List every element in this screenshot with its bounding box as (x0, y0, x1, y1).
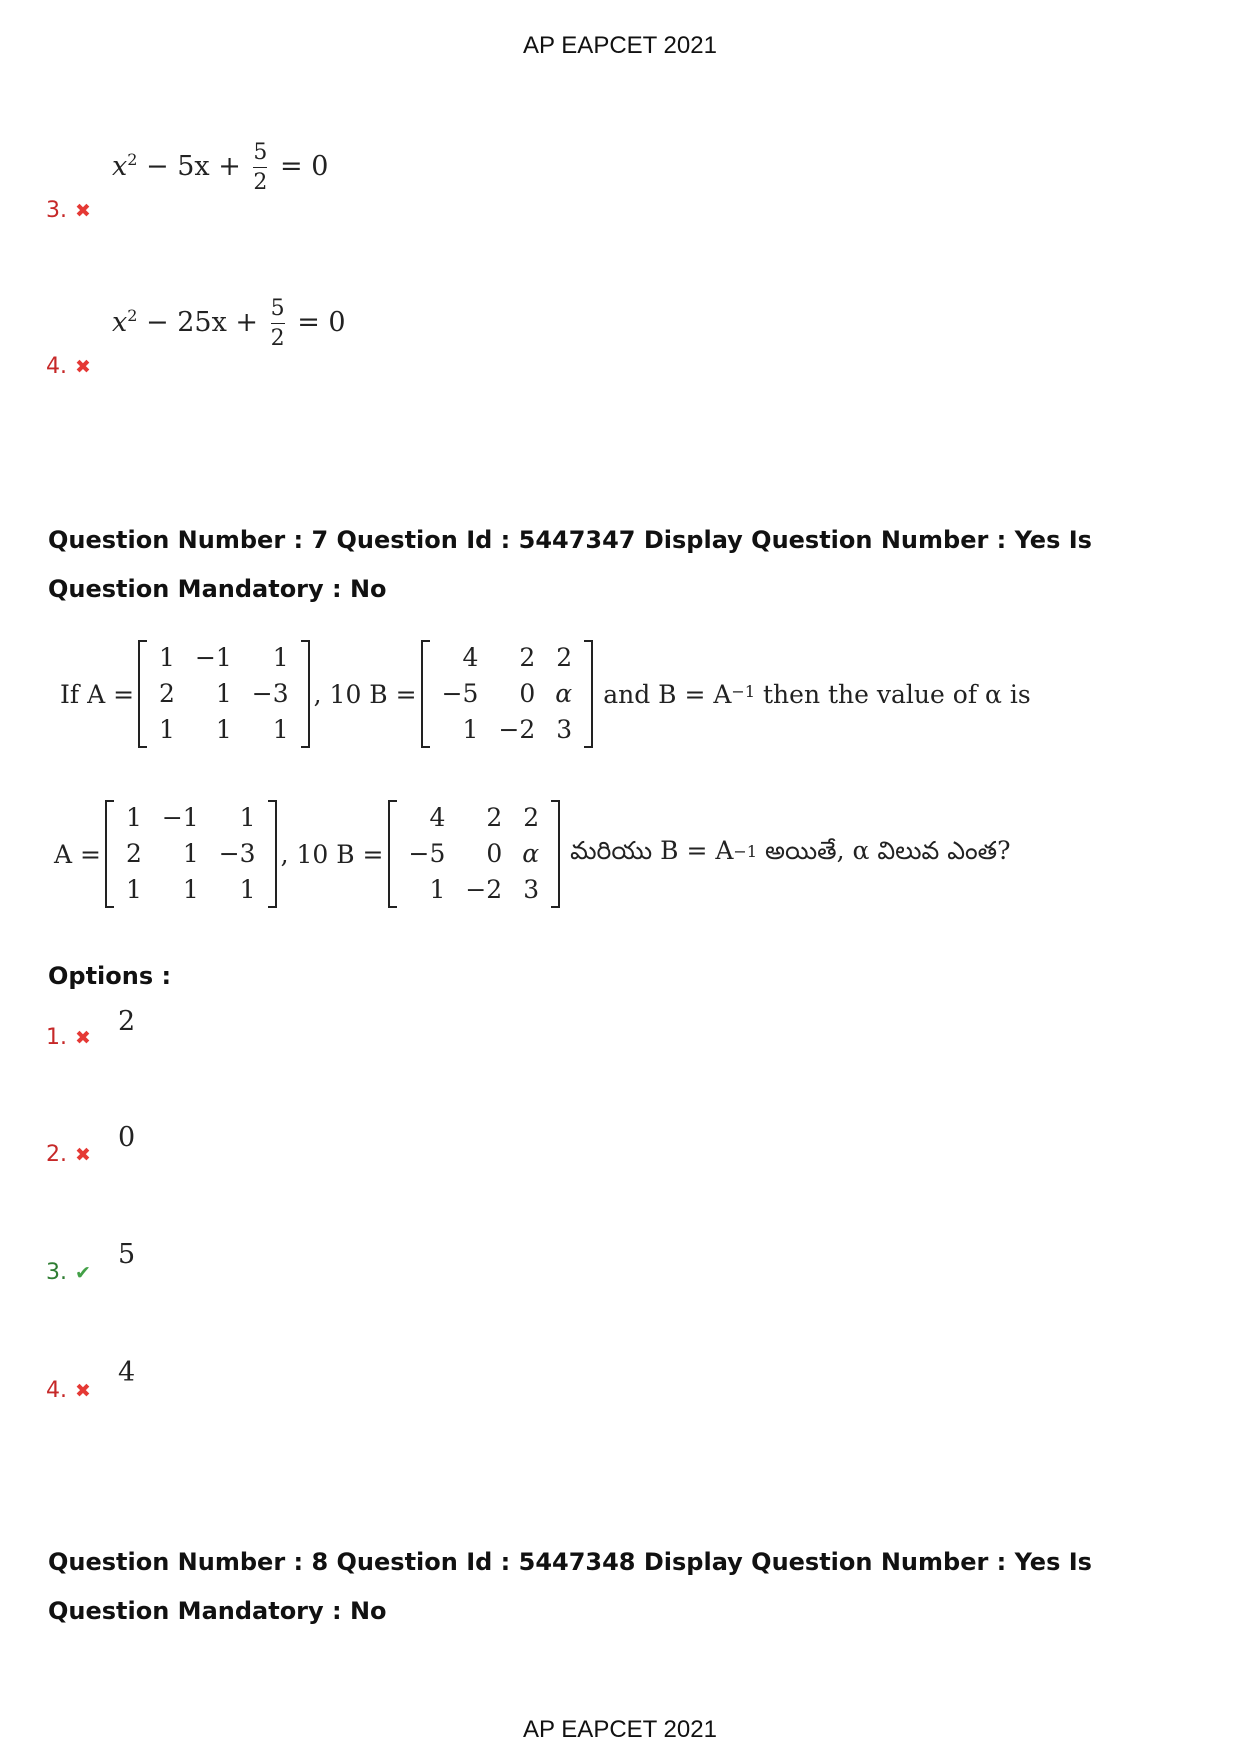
a-32: 1 (215, 715, 232, 744)
a-12: −1 (194, 643, 232, 672)
option-3-value: 5 (118, 1239, 136, 1270)
b-12: 2 (486, 803, 503, 832)
question-8-header: Question Number : 8 Question Id : 5447348 Display Question Number : Yes Is Question Mandatory : No (48, 1548, 1092, 1625)
cross-icon: ✖ (75, 199, 91, 222)
q7-en-tail: then the value of α is (763, 679, 1031, 709)
b-23: α (555, 679, 573, 708)
a-11: 1 (125, 803, 142, 832)
matrix-a-te (105, 800, 277, 908)
b-33: 3 (523, 875, 540, 904)
b-21: −5 (408, 839, 446, 868)
q7-te-mid: , 10 B = (280, 839, 384, 869)
prev-option-3-fraction (253, 140, 267, 195)
q7-te-prefix: A = (54, 839, 101, 869)
matrix-b-en (421, 640, 594, 748)
option-1-number: 1. (46, 1025, 67, 1050)
b-12: 2 (519, 643, 536, 672)
q7-en-mid: , 10 B = (313, 679, 417, 709)
b-22: 0 (486, 839, 503, 868)
cross-icon: ✖ (75, 1379, 91, 1402)
question-7-telugu (54, 800, 1011, 908)
b-33: 3 (556, 715, 573, 744)
a-11: 1 (159, 643, 175, 672)
a-13: 1 (239, 803, 256, 832)
q7-en-suffix: and B = A (603, 679, 732, 709)
prev-option-3-number: 3. (46, 198, 67, 223)
option-1 (46, 1025, 91, 1050)
q7-te-suffix: మరియు B = A (570, 836, 734, 865)
cross-icon: ✖ (75, 1143, 91, 1166)
prev-option-4-fraction (271, 296, 285, 351)
b-13: 2 (556, 643, 573, 672)
a-33: 1 (272, 715, 289, 744)
b-21: −5 (441, 679, 479, 708)
option-3-number: 3. (46, 1260, 67, 1285)
prev-option-4-numerator: 5 (270, 296, 285, 321)
a-13: 1 (272, 643, 289, 672)
a-33: 1 (239, 875, 256, 904)
page-header: AP EAPCET 2021 (523, 32, 717, 59)
b-11: 4 (429, 803, 446, 832)
prev-option-3-denominator: 2 (253, 170, 268, 195)
a-22: 1 (215, 679, 232, 708)
a-23: −3 (218, 839, 256, 868)
option-4-value: 4 (118, 1357, 136, 1388)
a-31: 1 (125, 875, 142, 904)
option-2-value: 0 (118, 1122, 136, 1153)
matrix-a-en (138, 640, 310, 748)
page-footer: AP EAPCET 2021 (523, 1716, 717, 1743)
b-22: 0 (519, 679, 536, 708)
option-2-number: 2. (46, 1142, 67, 1167)
question-7-header: Question Number : 7 Question Id : 5447347 Display Question Number : Yes Is Question Mandatory : No (48, 526, 1092, 603)
check-icon: ✔ (75, 1261, 91, 1284)
b-23: α (522, 839, 540, 868)
a-21: 2 (159, 679, 175, 708)
a-32: 1 (182, 875, 199, 904)
q7-te-tail: అయితే, α విలువ ఎంత? (765, 836, 1011, 865)
option-3 (46, 1260, 91, 1285)
b-32: −2 (498, 715, 536, 744)
prev-option-3-coef: 5x (177, 151, 210, 182)
prev-option-4-denominator: 2 (270, 326, 285, 351)
a-21: 2 (125, 839, 142, 868)
option-2 (46, 1142, 91, 1167)
cross-icon: ✖ (75, 355, 91, 378)
a-23: −3 (251, 679, 289, 708)
prev-option-4 (46, 354, 91, 379)
b-11: 4 (462, 643, 479, 672)
options-label: Options : (48, 962, 172, 990)
q7-en-exponent: −1 (731, 682, 756, 701)
question-7-english (60, 640, 1031, 748)
a-22: 1 (182, 839, 199, 868)
b-31: 1 (462, 715, 479, 744)
cross-icon: ✖ (75, 1026, 91, 1049)
prev-option-4-coef: 25x (177, 307, 227, 338)
prev-option-3 (46, 198, 91, 223)
matrix-b-te (388, 800, 561, 908)
b-31: 1 (429, 875, 446, 904)
a-12: −1 (161, 803, 199, 832)
b-13: 2 (523, 803, 540, 832)
prev-option-3-equation: $x^2 - 5x$ + $\frac{5}{2}$ = 0 (112, 140, 329, 195)
option-1-value: 2 (118, 1006, 136, 1037)
a-31: 1 (159, 715, 175, 744)
prev-option-4-equation: $x^2 - 25x$ + $\frac{5}{2}$ = 0 (112, 296, 346, 351)
q7-en-prefix: If A = (60, 679, 135, 709)
prev-option-3-numerator: 5 (253, 140, 268, 165)
b-32: −2 (465, 875, 503, 904)
q7-te-exponent: −1 (733, 842, 757, 861)
option-4-number: 4. (46, 1378, 67, 1403)
option-4 (46, 1378, 91, 1403)
prev-option-4-number: 4. (46, 354, 67, 379)
